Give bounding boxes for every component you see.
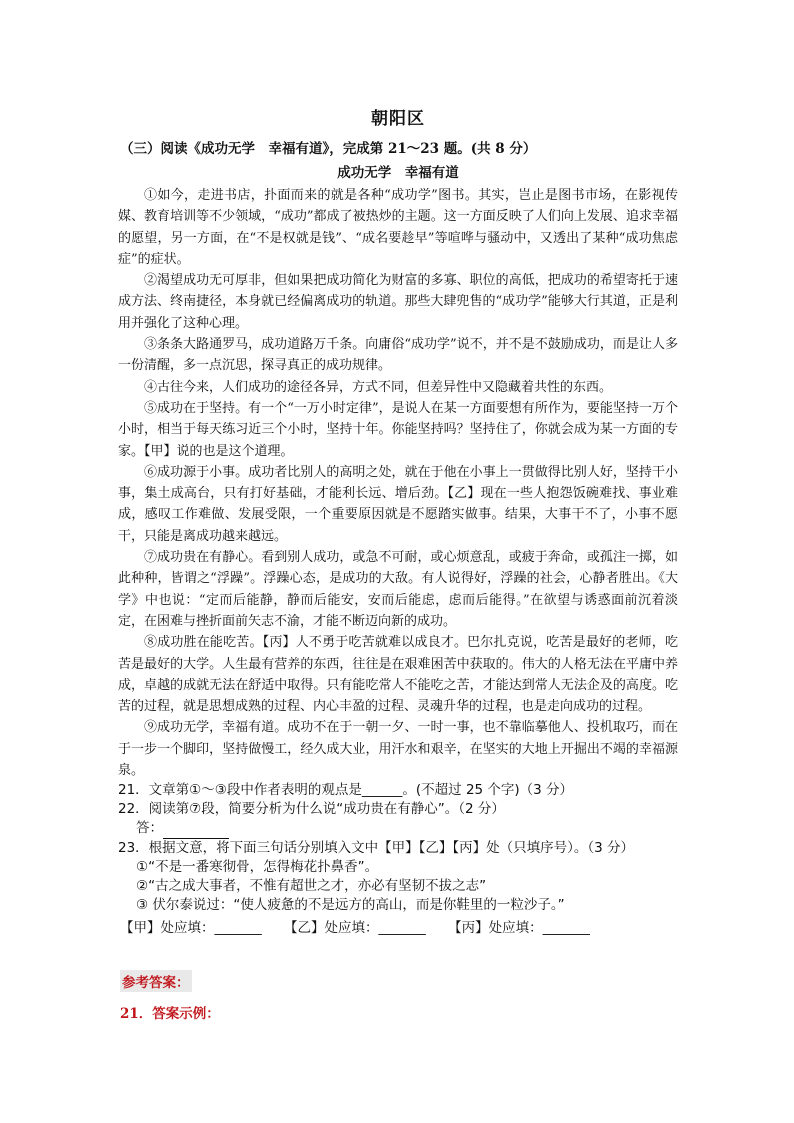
paragraph-8: ⑧成功胜在能吃苦。【丙】人不勇于吃苦就难以成良才。巴尔扎克说，吃苦是最好的老师，吃苦是最好的大学。人生最有营养的东西，往往是在艰难困苦中获取的。伟大的人格无法在平庸中养成，卓越的成就无法在舒适中取得。只有能吃常人不能吃之苦，才能达到常人无法企及的高度。吃苦的过程，就是思想成熟的过程、内心丰盈的过程、灵魂升华的过程，也是走向成功的过程。 [118,635,678,715]
paragraph-9: ⑨成功无学，幸福有道。成功不在于一朝一夕、一时一事，也不靠临摹他人、投机取巧，而在于一步一个脚印，坚持做慢工，经久成大业，用汗水和艰辛，在坚实的大地上开掘出不竭的幸福源泉。 [118,720,678,779]
reference-answers-label: 参考答案： [120,970,192,992]
paragraph-3: ③条条大路通罗马，成功道路万千条。向庸俗“成功学”说不，并不是不鼓励成功，而是让人多一份清醒，多一点沉思，探寻真正的成功规律。 [118,337,678,374]
question-22: 22．阅读第⑦段，简要分析为什么说“成功贵在有静心”。（2 分） [118,801,505,818]
document-page [118,100,678,938]
slot-bing: 【丙】处应填：_______ [448,920,590,937]
article-title: 成功无学 幸福有道 [337,165,459,181]
question-23-option-1: ①“不是一番寒彻骨，怎得梅花扑鼻香”。 [136,859,379,876]
question-23-option-3: ③ 伏尔泰说过：“使人疲惫的不是远方的高山，而是你鞋里的一粒沙子。” [136,897,565,914]
answer-label: 答： [136,820,163,837]
paragraph-4: ④古往今来，人们成功的途径各异，方式不同，但差异性中又隐藏着共性的东西。 [144,379,613,395]
question-23-slots [120,919,678,938]
question-23: 23．根据文意，将下面三句话分别填入文中【甲】【乙】【丙】处（只填序号）。（3 分） [118,840,635,857]
paragraph-5: ⑤成功在于坚持。有一个“一万小时定律”，是说人在某一方面要想有所作为，要能坚持一万个小时，相当于每天练习近三个小时，坚持十年。你能坚持吗？坚持住了，你就会成为某一方面的专家。【甲】说的也是这个道理。 [118,400,678,459]
paragraph-1: ①如今，走进书店，扑面而来的就是各种“成功学”图书。其实，岂止是图书市场，在影视传媒、教育培训等不少领域，“成功”都成了被热炒的主题。这一方面反映了人们向上发展、追求幸福的愿望，另一方面，在“不是权就是钱”、“成名要趁早”等喧哗与骚动中，又透出了某种“成功焦虑症”的症状。 [118,188,678,267]
slot-yi: 【乙】处应填：_______ [284,920,426,937]
paragraph-6: ⑥成功源于小事。成功者比别人的高明之处，就在于他在小事上一贯做得比别人好，坚持干小事，集土成高台，只有打好基础，才能利长远、增后劲。【乙】现在一些人抱怨饭碗难找、事业难成，感叹工作难做、发展受限，一个重要原因就是不愿踏实做事。结果，大事干不了，小事不愿干，只能是离成功越来越远。 [118,464,678,544]
answer-21-label: 21．答案示例： [120,1006,220,1022]
region-title: 朝阳区 [371,109,425,129]
paragraph-7: ⑦成功贵在有静心。看到别人成功，或急不可耐，或心烦意乱，或疲于奔命，或孤注一掷，如此种种，皆谓之“浮躁”。浮躁心态，是成功的大敌。有人说得好，浮躁的社会，心静者胜出。《大学》中也说：“定而后能静，静而后能安，安而后能虑，虑而后能得。”在欲望与诱惑面前沉着淡定，在困难与挫折面前矢志不渝，才能不断迈向新的成功。 [118,550,678,629]
slot-jia: 【甲】处应填：_______ [120,920,262,937]
section-heading: （三）阅读《成功无学 幸福有道》，完成第 21～23 题。(共 8 分） [120,141,537,157]
question-22-answer [118,819,678,839]
answer-blank [163,819,229,839]
question-23-option-2: ②“古之成大事者，不惟有超世之才，亦必有坚韧不拔之志” [136,878,487,895]
paragraph-2: ②渴望成功无可厚非，但如果把成功简化为财富的多寡、职位的高低，把成功的希望寄托于速成方法、终南捷径，本身就已经偏离成功的轨道。那些大肆兜售的“成功学”能够大行其道，正是利用并强化了这种心理。 [118,273,678,331]
question-21: 21．文章第①～③段中作者表明的观点是______。(不超过 25 个字)（3 分） [118,782,574,799]
